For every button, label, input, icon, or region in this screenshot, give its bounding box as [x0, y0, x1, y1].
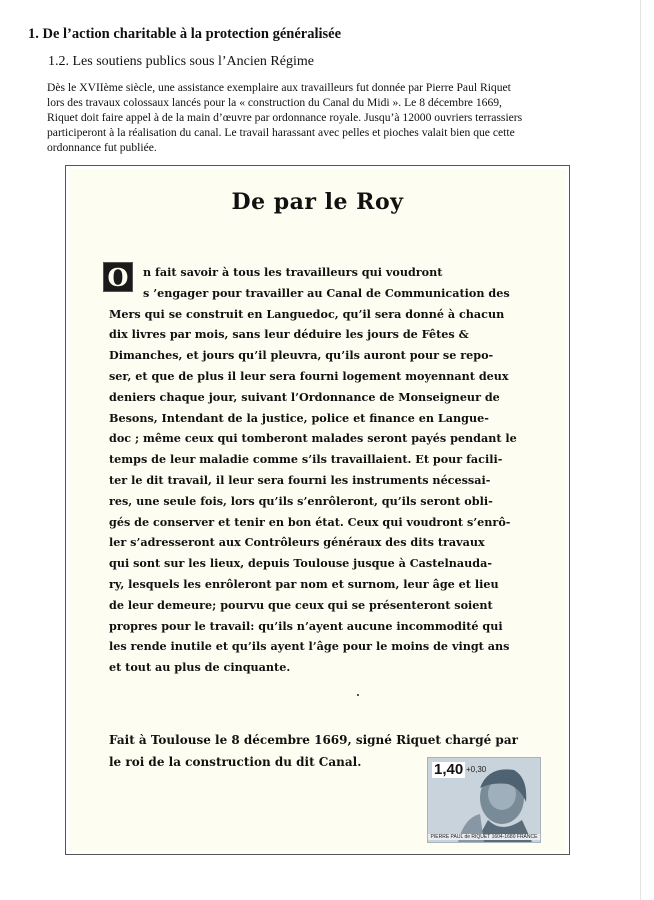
postage-stamp [427, 757, 541, 843]
ordinance-line: qui sont sur les lieux, depuis Toulouse jusque à Castelnauda- [109, 556, 492, 571]
ordinance-line: Mers qui se construit en Languedoc, qu’il sera donné à chacun [109, 306, 505, 321]
section-heading: 1. De l’action charitable à la protection généralisée [28, 26, 342, 42]
ordinance-line: gés de conserver et tenir en bon état. Ceux qui voudront s’enrô- [109, 514, 511, 529]
ordinance-line: deniers chaque jour, suivant l’Ordonnance de Monseigneur de [109, 389, 500, 404]
decorated-initial: O [103, 262, 133, 292]
intro-line: participeront à la réalisation du canal. Le travail harassant avec pelles et pioches valait bien que cette [47, 126, 515, 139]
ordinance-line: les rende inutile et qu’ils ayent l’âge pour le moins de vingt ans [109, 639, 510, 654]
ordinance-line: Dimanches, et jours qu’il pleuvra, qu’ils auront pour se repo- [109, 348, 494, 363]
ordinance-line: ler s’adresseront aux Contrôleurs généraux des dits travaux [109, 535, 485, 550]
poster-title: De par le Roy [231, 189, 404, 215]
ordinance-line: doc ; même ceux qui tomberont malades seront payés pendant le [109, 431, 517, 446]
ordinance-line: ter le dit travail, il leur sera fourni les instruments nécessai- [109, 472, 491, 487]
ordinance-line: propres pour le travail: qu’ils n’ayent aucune incommodité qui [109, 618, 503, 633]
intro-line: Dès le XVIIème siècle, une assistance exemplaire aux travailleurs fut donnée par Pierre Paul Riquet [47, 81, 511, 94]
speck [357, 694, 359, 696]
stamp-price: 1,40 [434, 761, 464, 778]
subsection-heading: 1.2. Les soutiens publics sous l’Ancien Régime [48, 54, 314, 69]
ordinance-line: dix livres par mois, sans leur déduire les jours de Fêtes & [109, 327, 469, 342]
stamp-caption: PIERRE PAUL de RIQUET 1604-1680 FRANCE [428, 834, 540, 840]
ordinance-line: Besons, Intendant de la justice, police et finance en Langue- [109, 410, 489, 425]
ordinance-line: temps de leur maladie comme s’ils travaillaient. Et pour facili- [109, 452, 503, 467]
ordinance-line: et tout au plus de cinquante. [109, 660, 291, 675]
ordinance-poster [69, 169, 566, 851]
ordinance-text [109, 262, 541, 678]
ordinance-line: s ’engager pour travailler au Canal de Communication des [143, 285, 510, 300]
intro-paragraph [47, 80, 595, 155]
stamp-surcharge: +0,30 [466, 765, 487, 774]
signoff-line: le roi de la construction du dit Canal. [109, 755, 362, 769]
ordinance-line: de leur demeure; pourvu que ceux qui se présenteront soient [109, 597, 493, 612]
intro-line: Riquet doit faire appel à de la main d’œuvre par ordonnance royale. Jusqu’à 12000 ouvriers terrassiers [47, 111, 523, 124]
ordinance-line: res, une seule fois, lors qu’ils s’enrôleront, qu’ils seront obli- [109, 493, 493, 508]
intro-line: lors des travaux colossaux lancés pour la « construction du Canal du Midi ». Le 8 décembre 1669, [47, 96, 502, 109]
signoff-line: Fait à Toulouse le 8 décembre 1669, signé Riquet chargé par [109, 733, 518, 747]
ordinance-poster-frame [65, 165, 570, 855]
ordinance-line: n fait savoir à tous les travailleurs qui voudront [143, 265, 443, 279]
page-edge-line [640, 0, 641, 900]
ordinance-line: ser, et que de plus il leur sera fourni logement moyennant deux [109, 368, 509, 383]
ordinance-line: ry, lesquels les enrôleront par nom et surnom, leur âge et lieu [109, 576, 499, 591]
intro-line: ordonnance fut publiée. [47, 141, 157, 154]
